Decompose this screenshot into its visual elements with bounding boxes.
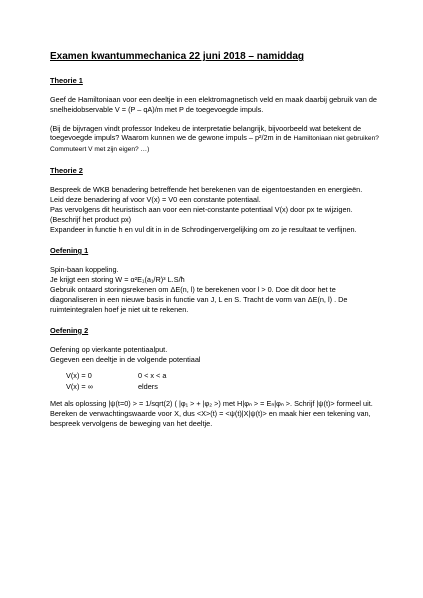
page-title: Examen kwantummechanica 22 juni 2018 – namiddag (50, 51, 304, 62)
text-line: Gegeven een deeltje in de volgende potentiaal (50, 354, 201, 364)
section-heading: Oefening 2 (50, 325, 89, 335)
potential-lhs: V(x) = 0 (66, 370, 92, 380)
potential-rhs: 0 < x < a (138, 370, 167, 380)
potential-lhs: V(x) = ∞ (66, 381, 93, 391)
potential-rhs: elders (138, 381, 158, 391)
text-line: Oefening op vierkante potentiaalput. (50, 344, 168, 354)
text-line: Pas vervolgens dit heuristisch aan voor een niet-constante potentiaal V(x) door px te wijzigen. (Beschrijf het product px) (50, 205, 353, 225)
section-oefening-2 (50, 326, 382, 430)
section-theorie-1 (50, 76, 382, 156)
note-text: (Bij de bijvragen vindt professor Indekeu de interpretatie belangrijk, bijvoorbeeld wat betekent de toegevoegde impuls? Waarom kunnen we de gewone impuls – p²/2m in de (50, 123, 362, 143)
text-line: Expandeer in functie h en vul dit in in de Schrodingervergelijking om zo je resultaat te verfijnen. (50, 225, 357, 235)
section-heading: Oefening 1 (50, 246, 89, 255)
section-heading: Theorie 2 (50, 166, 83, 176)
section-heading: Theorie 1 (50, 75, 83, 85)
text-line: Gebruik ontaard storingsrekenen om ΔE(n, l) te berekenen voor l > 0. Doe dit door het te diagonaliseren in een nieuwe basis in functie van J, L en S. Tracht de vorm van ΔE(n, l) . De ruimteintegralen hoef je niet uit te rekenen. (50, 284, 348, 314)
text-line: Bespreek de WKB benadering betreffende het berekenen van de eigentoestanden en energieën. (50, 185, 363, 195)
paragraph-note (50, 124, 382, 156)
paragraph: Met als oplossing |ψ(t=0) > = 1/sqrt(2) ( |φ₁ > + |φ₂ >) met H|φₙ > = Eₙ|φₙ >. Schrijf |ψ(t)> formeel uit. Bereken de verwachtingswaarde voor X, dus <X>(t) = <ψ(t)|X|ψ(t)> en maak hier een tekening van, bespreek vervolgens de beweging van het deeltje. (50, 399, 373, 429)
potential-definition (66, 371, 382, 392)
text-line: Spin-baan koppeling. (50, 265, 119, 275)
section-oefening-1 (50, 246, 382, 315)
text-line: Leid deze benadering af voor V(x) = V0 een constante potentiaal. (50, 195, 261, 205)
text-line: Je krijgt een storing W = α²E₁(a₁/R)³ L.S/ħ (50, 274, 185, 284)
document-page (50, 50, 382, 440)
section-theorie-2 (50, 166, 382, 235)
paragraph: Geef de Hamiltoniaan voor een deeltje in een elektromagnetisch veld en maak daarbij gebruik van de snelheidobservable V = (P – qA)/m met P de toegevoegde impuls. (50, 94, 377, 114)
note-text-small: Hamiltoniaan niet gebruiken? Commuteert V met zijn eigen? …) (50, 135, 379, 154)
